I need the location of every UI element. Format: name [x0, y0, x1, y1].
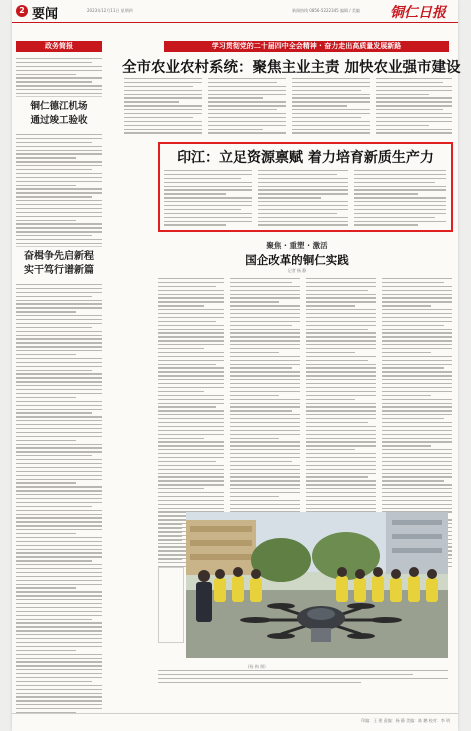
- story-kicker: 聚焦 · 重塑 · 激活: [266, 241, 328, 250]
- footer-rule: [12, 713, 458, 714]
- photo-side-text: [158, 512, 182, 563]
- news-photo-drone-demo: [186, 512, 448, 658]
- section-title: 要闻: [32, 7, 59, 22]
- photo-credit: (杨 梅 摄): [248, 664, 266, 669]
- page-header: [12, 0, 458, 30]
- lead-story-col3: [292, 78, 370, 136]
- lead-story-col4: [376, 78, 452, 136]
- story-headline-airport: 铜仁德江机场 通过竣工验收: [30, 101, 88, 126]
- airport-story-text: [16, 134, 102, 247]
- campaign-banner: 学习贯彻党的二十届四中全会精神 · 奋力走出高质量发展新路: [164, 41, 449, 52]
- highlight-text-col3: [354, 170, 446, 228]
- page-number: 2: [16, 5, 28, 17]
- issue-date: 2023年12月11日 星期四: [87, 8, 133, 13]
- header-contacts: 新闻热线 0856-5222345 编辑 / 美编: [292, 8, 360, 13]
- bottom-text: [158, 670, 448, 686]
- brief-text-block: [16, 58, 102, 97]
- column-label: 政务简报: [16, 41, 102, 52]
- column-divider: [16, 246, 102, 247]
- newspaper-page: [12, 0, 461, 731]
- photo-illustration: [186, 512, 448, 658]
- lead-story-col2: [208, 78, 286, 136]
- lead-story-col1: [124, 78, 202, 136]
- newspaper-masthead: 铜仁日报: [390, 5, 446, 21]
- lead-headline: 全市农业农村系统：聚焦主业主责 加快农业强市建设: [122, 59, 461, 76]
- column-divider: [16, 96, 102, 97]
- story-headline-newjourney: 奋楫争先启新程 实干笃行谱新篇: [24, 251, 94, 276]
- story-headline-soe-reform: 国企改革的铜仁实践: [245, 253, 349, 267]
- photo-caption-box: [158, 567, 184, 643]
- newjourney-story-text: [16, 284, 102, 716]
- page-footer: 印编：王 建 责编：杨 静 美编：陈 鹏 校对：李 明: [361, 718, 450, 723]
- highlighted-headline: 印江：立足资源禀赋 着力培育新质生产力: [177, 150, 434, 166]
- highlight-text-col1: [164, 170, 252, 228]
- story-byline: 记者 杨 静: [287, 268, 307, 273]
- highlight-text-col2: [258, 170, 348, 228]
- header-rule: [12, 22, 458, 23]
